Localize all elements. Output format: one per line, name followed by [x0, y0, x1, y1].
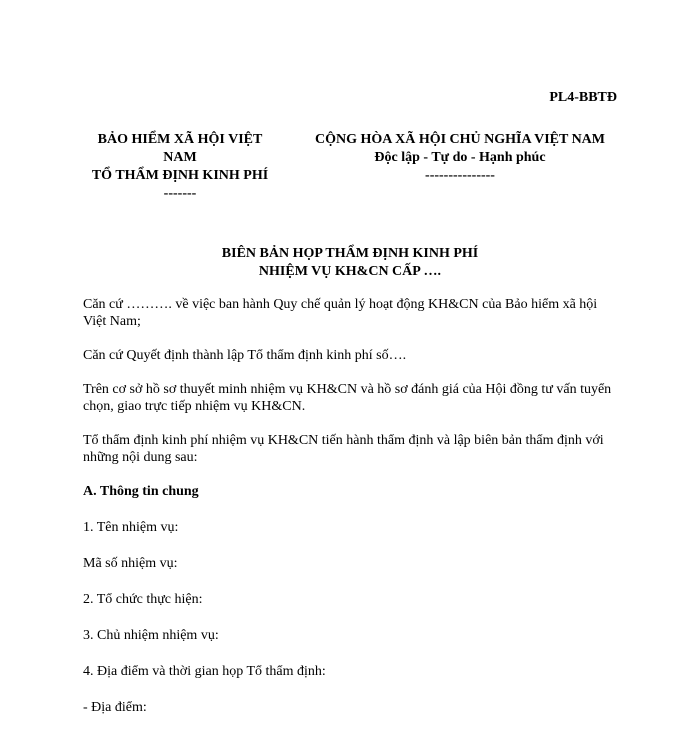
- field-task-name: 1. Tên nhiệm vụ:: [83, 520, 179, 535]
- header-national-block: [284, 131, 636, 185]
- paragraph-intro: Tổ thẩm định kinh phí nhiệm vụ KH&CN tiến hành thẩm định và lập biên bản thẩm định với những nội dung sau:: [83, 433, 604, 465]
- document-title-line2: NHIỆM VỤ KH&CN CẤP ….: [258, 264, 442, 279]
- agency-divider: -------: [163, 186, 197, 201]
- field-organization: 2. Tổ chức thực hiện:: [83, 592, 203, 607]
- field-task-leader: 3. Chủ nhiệm nhiệm vụ:: [83, 628, 219, 643]
- national-title: CỘNG HÒA XÃ HỘI CHỦ NGHĨA VIỆT NAM: [314, 132, 605, 147]
- paragraph-dossier: Trên cơ sở hồ sơ thuyết minh nhiệm vụ KH&CN và hồ sơ đánh giá của Hội đồng tư vấn tuyển chọn, giao trực tiếp nhiệm vụ KH&CN.: [83, 382, 612, 414]
- document-title: [80, 245, 620, 281]
- field-location: - Địa điểm:: [83, 700, 147, 715]
- paragraph-legal-basis: Căn cứ ………. về việc ban hành Quy chế quản lý hoạt động KH&CN của Bảo hiểm xã hội Việt Nam;: [83, 297, 598, 329]
- field-meeting-place-time: 4. Địa điểm và thời gian họp Tổ thẩm định:: [83, 664, 326, 679]
- national-divider: ---------------: [425, 168, 495, 183]
- field-task-code: Mã số nhiệm vụ:: [83, 556, 178, 571]
- agency-unit-name: TỔ THẨM ĐỊNH KINH PHÍ: [91, 168, 269, 183]
- agency-name-line1: BẢO HIỂM XÃ HỘI VIỆT: [97, 132, 263, 147]
- document-code: PL4-BBTĐ: [549, 90, 617, 105]
- paragraph-decision: Căn cứ Quyết định thành lập Tổ thẩm định kinh phí số….: [83, 348, 407, 363]
- document-title-line1: BIÊN BẢN HỌP THẨM ĐỊNH KINH PHÍ: [221, 246, 479, 261]
- section-heading-general-info: A. Thông tin chung: [83, 484, 199, 499]
- national-motto: Độc lập - Tự do - Hạnh phúc: [374, 150, 546, 165]
- agency-name-line2: NAM: [163, 150, 197, 165]
- document-body: [83, 296, 619, 735]
- header-agency-block: [80, 131, 280, 203]
